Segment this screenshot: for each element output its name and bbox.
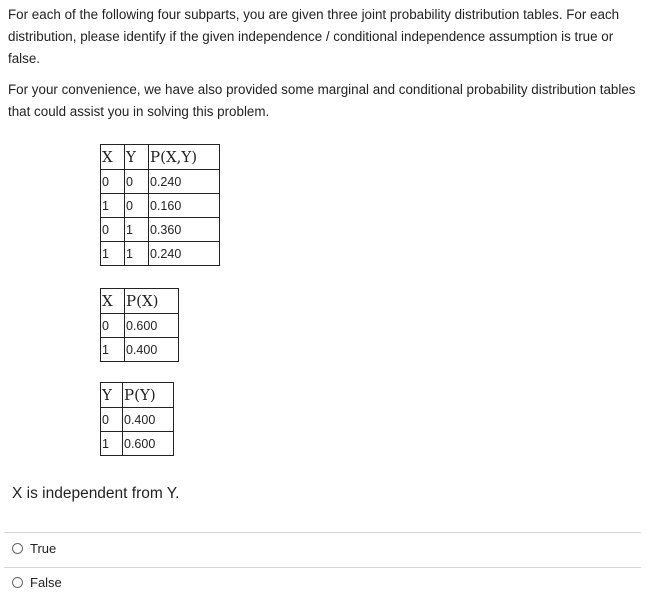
table-header: Y	[101, 383, 123, 408]
marginal-y-table	[100, 382, 174, 456]
table-cell: 0	[101, 408, 123, 432]
table-header: P(X)	[125, 289, 179, 314]
table-row	[101, 242, 220, 266]
table-row	[101, 408, 174, 432]
radio-button-false[interactable]	[12, 577, 23, 588]
table-cell: 0.600	[123, 432, 174, 456]
table-cell: 1	[125, 242, 149, 266]
table-row	[101, 218, 220, 242]
question-statement: X is independent from Y.	[12, 485, 180, 502]
table-row	[101, 170, 220, 194]
table-header: P(Y)	[123, 383, 174, 408]
option-divider	[4, 567, 641, 568]
table-cell: 0.400	[123, 408, 174, 432]
table-row	[101, 432, 174, 456]
marginal-x-table	[100, 288, 179, 362]
option-label-false: False	[30, 575, 62, 590]
table-header: X	[101, 289, 125, 314]
table-header: Y	[125, 145, 149, 170]
table-row	[101, 194, 220, 218]
instructions-paragraph-2: For your convenience, we have also provided some marginal and conditional probability distribution tables that could assist you in solving this problem.	[8, 82, 636, 119]
option-true[interactable]	[12, 541, 56, 556]
table-header: P(X,Y)	[149, 145, 220, 170]
table-cell: 0.240	[149, 170, 220, 194]
radio-button-true[interactable]	[12, 543, 23, 554]
table-cell: 0	[125, 170, 149, 194]
table-header: X	[101, 145, 125, 170]
table-cell: 0	[125, 194, 149, 218]
table-cell: 0.600	[125, 314, 179, 338]
table-cell: 0	[101, 218, 125, 242]
option-false[interactable]	[12, 575, 62, 590]
table-cell: 0.240	[149, 242, 220, 266]
table-cell: 0.400	[125, 338, 179, 362]
table-cell: 0	[101, 170, 125, 194]
table-cell: 1	[101, 338, 125, 362]
table-cell: 0	[101, 314, 125, 338]
table-row	[101, 314, 179, 338]
table-cell: 1	[125, 218, 149, 242]
table-cell: 1	[101, 194, 125, 218]
instructions-paragraph-1: For each of the following four subparts, you are given three joint probability distribution tables. For each distribution, please identify if the given independence / conditional independence assumption is true or false.	[8, 7, 620, 66]
option-label-true: True	[30, 541, 57, 556]
option-divider	[4, 532, 641, 533]
joint-probability-table	[100, 144, 220, 266]
table-cell: 0.160	[149, 194, 220, 218]
table-cell: 1	[101, 242, 125, 266]
table-cell: 0.360	[149, 218, 220, 242]
table-row	[101, 338, 179, 362]
table-cell: 1	[101, 432, 123, 456]
